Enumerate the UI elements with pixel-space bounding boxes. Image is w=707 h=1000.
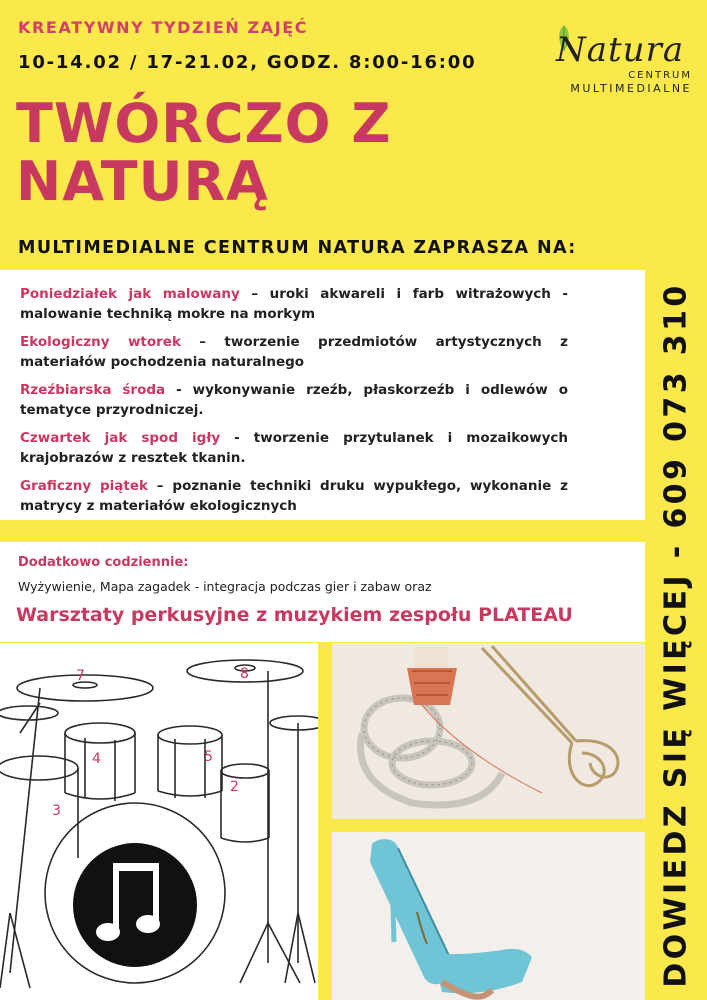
day-name: Graficzny piątek: [20, 478, 148, 494]
logo-line-1: CENTRUM: [628, 70, 692, 81]
contact-phone: DOWIEDZ SIĘ WIĘCEJ - 609 073 310: [658, 282, 694, 988]
day-description: – uroki akwareli i farb witrażowych - malowanie techniką mokre na morkym: [20, 286, 568, 322]
paint-illustration: [332, 832, 645, 1000]
event-kicker: KREATYWNY TYDZIEŃ ZAJĘĆ: [18, 18, 309, 37]
day-description: - wykonywanie rzeźb, płaskorzeźb i odlewów o tematyce przyrodniczej.: [20, 382, 568, 418]
day-name: Poniedziałek jak malowany: [20, 286, 240, 302]
poster-title: [16, 92, 392, 213]
natura-logo: [528, 18, 698, 98]
event-dates: 10-14.02 / 17-21.02, GODZ. 8:00-16:00: [18, 52, 477, 73]
day-name: Ekologiczny wtorek: [20, 334, 181, 350]
day-description: – tworzenie przedmiotów artystycznych z materiałów pochodzenia naturalnego: [20, 334, 568, 370]
drum-number-8: 8: [240, 666, 249, 682]
sewing-tools-photo: [332, 643, 645, 819]
day-description: - tworzenie przytulanek i mozaikowych krajobrazów z resztek tkanin.: [20, 430, 568, 466]
schedule-list: [20, 284, 568, 524]
sewing-tools-illustration: [332, 643, 645, 819]
workshop-headline: Warsztaty perkusyjne z muzykiem zespołu PLATEAU: [16, 604, 573, 626]
drum-number-5: 5: [204, 749, 213, 765]
drum-number-2: 2: [230, 779, 239, 795]
schedule-item: [20, 332, 568, 372]
drum-number-7: 7: [76, 668, 85, 684]
contact-sidebar: [645, 270, 707, 1000]
extras-text: Wyżywienie, Mapa zagadek - integracja podczas gier i zabaw oraz: [18, 579, 432, 594]
drum-kit-illustration: [0, 643, 318, 1000]
day-description: – poznanie techniki druku wypukłego, wykonanie z matrycy z materiałów ekologicznych: [20, 478, 568, 514]
title-line-1: TWÓRCZO Z: [16, 92, 392, 155]
extras-label: Dodatkowo codziennie:: [18, 555, 189, 570]
music-note-icon: [73, 843, 197, 967]
logo-wordmark: Natura: [556, 30, 685, 70]
schedule-item: [20, 428, 568, 468]
invitation-heading: MULTIMEDIALNE CENTRUM NATURA ZAPRASZA NA:: [18, 238, 577, 258]
logo-line-2: MULTIMEDIALNE: [570, 82, 692, 95]
day-name: Czwartek jak spod igły: [20, 430, 221, 446]
drum-number-4: 4: [92, 751, 101, 767]
drum-number-3: 3: [52, 803, 61, 819]
schedule-item: [20, 284, 568, 324]
title-line-2: NATURĄ: [16, 150, 269, 213]
paint-photo: [332, 832, 645, 1000]
schedule-item: [20, 476, 568, 516]
schedule-item: [20, 380, 568, 420]
drum-kit-drawing: [0, 643, 318, 1000]
day-name: Rzeźbiarska środa: [20, 382, 166, 398]
